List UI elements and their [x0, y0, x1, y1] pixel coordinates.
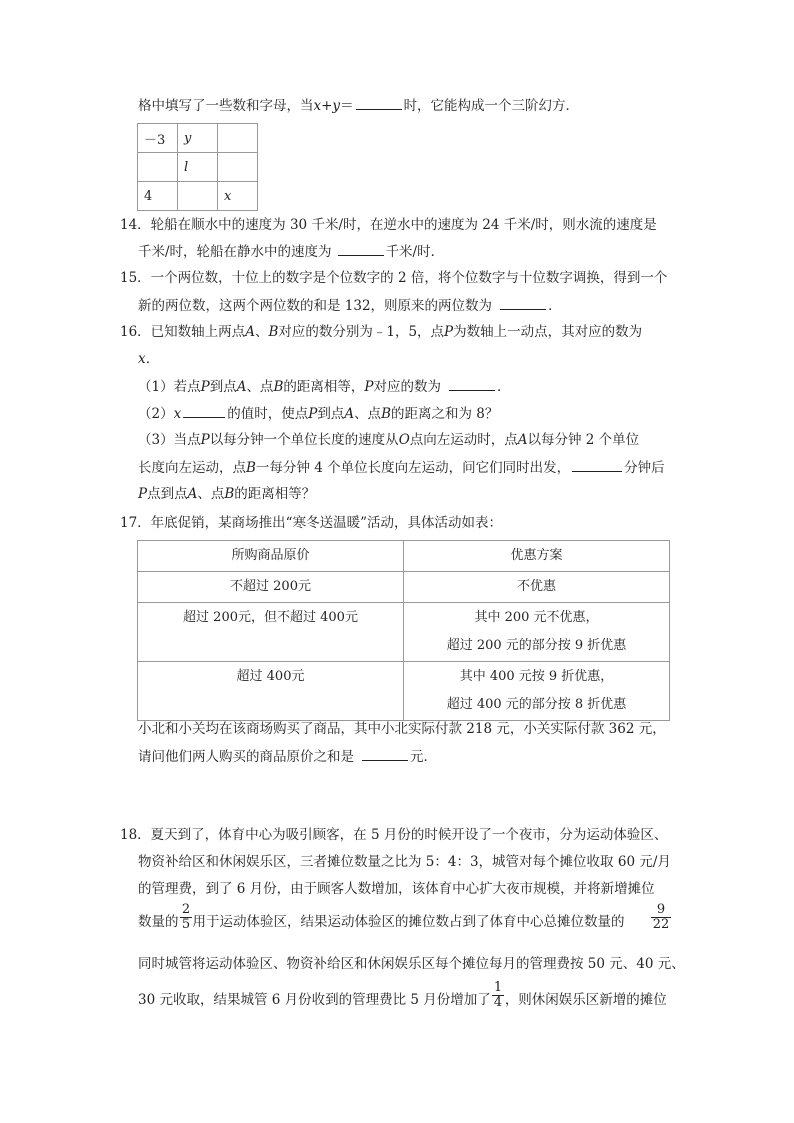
q16-sub3-answer-blank[interactable] [572, 457, 622, 472]
q14-text: 千米/时，轮船在静水中的速度为 [138, 244, 332, 260]
cell-text: 超过 200 元的部分按 9 折优惠 [446, 638, 627, 653]
q15-line2 [138, 295, 562, 316]
q16-text: 对应的数分别为﹣1，5，点 [278, 324, 445, 340]
q16-text: 以每分钟 2 个单位 [527, 432, 640, 448]
q18-line2: 物资补给区和休闲娱乐区，三者摊位数量之比为 5：4：3，城管对每个摊位收取 60 元/月 [138, 854, 671, 870]
q18-text: 30 元收取，结果城管 6 月份收到的管理费比 5 月份增加了 [138, 992, 491, 1008]
cell-text: 超过 400 元的部分按 8 折优惠 [446, 697, 627, 712]
q16-text: 、点 [197, 486, 225, 502]
fraction-one-fourth [492, 981, 504, 1010]
q16-text: 的距离之和为 8？ [390, 406, 499, 422]
fraction-denominator: 5 [181, 917, 191, 932]
header-label: 优惠方案 [510, 548, 563, 563]
q18-line4 [138, 912, 625, 932]
fraction-numerator: 9 [656, 902, 666, 917]
q18-text: 数量的 [138, 914, 179, 930]
q15-line1: 15．一个两位数，十位上的数字是个位数字的 2 倍，将个位数字与十位数字调换，得到一个 [120, 270, 668, 286]
grid-cell [218, 153, 258, 182]
q16-line1 [120, 322, 642, 342]
table-cell [404, 662, 670, 721]
q16-var: P [200, 379, 210, 395]
fraction-nine-twentysecondths [651, 903, 671, 932]
q16-var: B [381, 406, 391, 422]
q18-line1: 18．夏天到了，体育中心为吸引顾客，在 5 月份的时候开设了一个夜市，分为运动体验区、 [120, 827, 668, 843]
q13-text-end: 时，它能构成一个三阶幻方． [403, 98, 580, 114]
q14-line1: 14．轮船在顺水中的速度为 30 千米/时，在逆水中的速度为 24 千米/时，则水流的速度是 [120, 217, 657, 233]
grid-cell: x [218, 182, 258, 211]
q16-sub3-line2 [138, 457, 665, 478]
grid-cell [138, 153, 178, 182]
q18-line5: 同时城管将运动体验区、物资补给区和休闲娱乐区每个摊位每月的管理费按 50 元、40 元、 [138, 956, 685, 972]
q16-text: 、点 [354, 406, 382, 422]
q16-var: A [344, 406, 355, 422]
q18-line3: 的管理费，到了 6 月份，由于顾客人数增加，该体育中心扩大夜市规模，并将新增摊位 [138, 881, 655, 897]
q14-text-end: 千米/时． [385, 244, 445, 260]
q15-answer-blank[interactable] [500, 295, 546, 310]
fraction-numerator: 2 [181, 902, 191, 917]
q16-var: B [224, 486, 235, 502]
table-cell [404, 572, 670, 603]
q16-text: 、点 [246, 379, 274, 395]
q16-text: 、 [254, 324, 269, 340]
q16-var: P [200, 432, 210, 448]
table-cell [404, 603, 670, 662]
q17-after1: 小北和小关均在该商场购买了商品，其中小北实际付款 218 元，小关实际付款 362 元， [138, 721, 666, 737]
q16-var: B [268, 324, 279, 340]
q13-answer-blank[interactable] [356, 95, 402, 110]
table-cell [138, 662, 404, 721]
q16-text: 的距离相等？ [234, 486, 316, 502]
q16-text: 对应的数为 [373, 379, 441, 395]
table-cell [138, 572, 404, 603]
q16-sub2-answer-blank[interactable] [183, 403, 225, 418]
q13-text: 格中填写了一些数和字母，当 [138, 98, 314, 114]
q16-text: 分钟后 [624, 460, 665, 476]
q16-sub2 [138, 403, 498, 424]
q16-var: P [444, 324, 454, 340]
q17-answer-blank[interactable] [362, 746, 408, 761]
q16-text: 一每分钟 4 个单位长度向左运动，问它们同时出发， [255, 460, 571, 476]
q16-var: A [236, 379, 247, 395]
q16-var: A [187, 486, 198, 502]
q16-text: （2） [138, 406, 174, 422]
q16-text: 到点 [209, 379, 237, 395]
q16-sub3-line3 [138, 484, 315, 504]
q16-var: P [138, 486, 148, 502]
q14-line2 [138, 241, 444, 262]
magic-square-grid [137, 123, 258, 211]
q16-text: 点到点 [147, 486, 188, 502]
table-header-row [138, 541, 670, 572]
cell-text: 其中 400 元按 9 折优惠， [459, 669, 614, 684]
q16-text: 点向左运动时，点 [409, 432, 518, 448]
q18-text: 用于运动体验区，结果运动体验区的摊位数占到了体育中心总摊位数量的 [192, 914, 625, 930]
cell-text: 超过 200元，但不超过 400元 [183, 610, 358, 625]
q16-text: 长度向左运动，点 [138, 460, 246, 476]
q17-text-end: 元． [410, 749, 437, 765]
fraction-denominator: 22 [652, 917, 670, 932]
grid-cell: －3 [138, 124, 178, 153]
q16-text: ． [496, 379, 511, 395]
q15-text: 新的两位数，这两个两位数的和是 132，则原来的两位数为 [138, 298, 493, 314]
q13-line [138, 95, 579, 116]
table-header-cell [404, 541, 670, 572]
table-cell [138, 603, 404, 662]
q16-text: （3）当点 [138, 432, 201, 448]
fraction-numerator: 1 [493, 980, 503, 995]
cell-text: 不优惠 [516, 579, 556, 594]
grid-cell: y [178, 124, 218, 153]
q16-var: B [246, 460, 256, 476]
q16-sub1 [138, 376, 510, 397]
q16-sub3-line1 [138, 430, 639, 450]
grid-cell [218, 124, 258, 153]
q13-equals: ＝ [340, 98, 354, 114]
q16-line2: x． [138, 351, 160, 367]
q16-sub1-answer-blank[interactable] [449, 376, 495, 391]
q17-text: 请问他们两人购买的商品原价之和是 [138, 749, 354, 765]
q16-text: （1）若点 [138, 379, 201, 395]
fraction-two-fifths [180, 903, 192, 932]
table-row [138, 572, 670, 603]
table-row [138, 603, 670, 662]
q17-intro: 17．年底促销，某商场推出“寒冬送温暖”活动，具体活动如表： [120, 515, 502, 531]
q16-text: 为数轴上一动点，其对应的数为 [453, 324, 643, 340]
q13-expr: x+y [313, 98, 341, 114]
q17-after2 [138, 746, 437, 767]
q16-var: A [517, 432, 528, 448]
grid-cell: 4 [138, 182, 178, 211]
q16-text: 以每分钟一个单位长度的速度从 [209, 432, 399, 448]
q15-text-end: ． [548, 298, 562, 314]
q18-text: ，则休闲娱乐区新增的摊位 [504, 992, 667, 1008]
grid-cell [178, 182, 218, 211]
fraction-denominator: 4 [493, 995, 503, 1010]
q16-var: P [308, 406, 318, 422]
cell-text: 不超过 200元 [230, 579, 311, 594]
cell-text: 超过 400元 [236, 669, 305, 684]
q16-var: B [273, 379, 284, 395]
q16-text: 的值时，使点 [227, 406, 309, 422]
q14-answer-blank[interactable] [338, 241, 384, 256]
table-header-cell [138, 541, 404, 572]
q16-text: 的距离相等， [283, 379, 365, 395]
q16-text: 到点 [317, 406, 345, 422]
q16-var: O [398, 432, 410, 448]
header-label: 所购商品原价 [231, 548, 310, 563]
promotion-table [137, 540, 670, 721]
q16-var: x [173, 406, 182, 422]
q16-var: A [245, 324, 255, 340]
q18-line6 [138, 990, 667, 1010]
q16-text: 16．已知数轴上两点 [120, 324, 246, 340]
cell-text: 其中 200 元不优惠， [474, 610, 599, 625]
grid-cell: l [178, 153, 218, 182]
q16-var: P [364, 379, 374, 395]
table-row [138, 662, 670, 721]
